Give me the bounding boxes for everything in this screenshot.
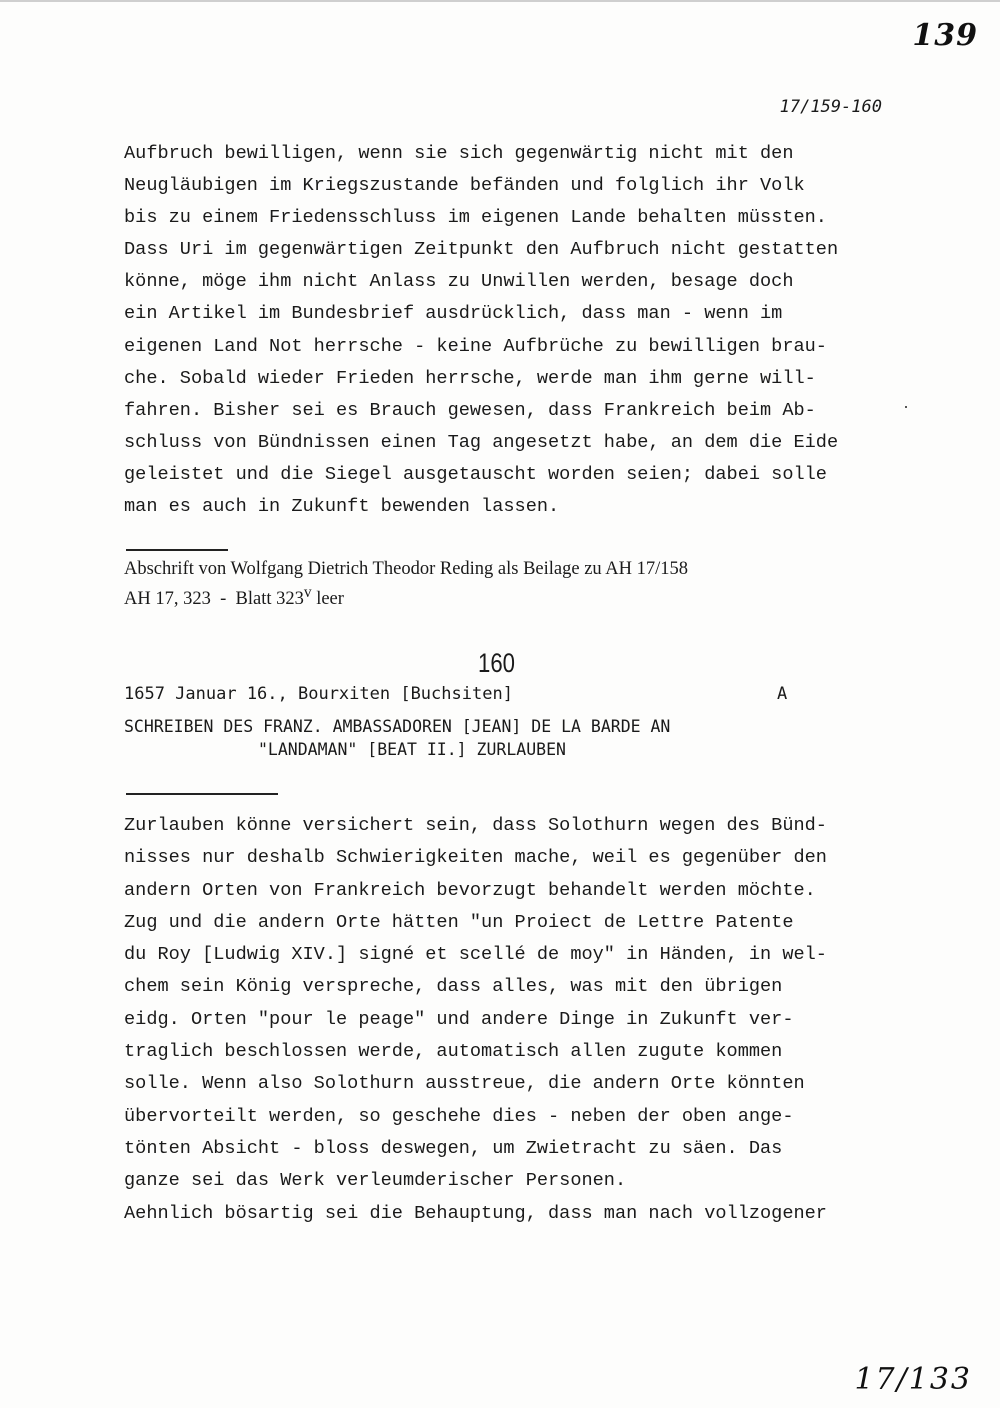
text-line: Aufbruch bewilligen, wenn sie sich gegenwärtig nicht mit den xyxy=(124,143,794,164)
scan-edge-line xyxy=(0,0,1000,2)
text-line: eigenen Land Not herrsche - keine Aufbrüche zu bewilligen brau- xyxy=(124,335,827,357)
document-number: 160 xyxy=(478,648,515,678)
handwritten-page-number: 17/133 xyxy=(854,1362,972,1397)
text-line: nisses nur deshalb Schwierigkeiten mache, weil es gegenüber den xyxy=(124,847,827,869)
text-line: du Roy [Ludwig XIV.] signé et scellé de moy" in Händen, in wel- xyxy=(124,944,827,966)
source-note: Abschrift von Wolfgang Dietrich Theodor Reding als Beilage zu AH 17/158 xyxy=(124,559,689,579)
text-line: könne, möge ihm nicht Anlass zu Unwillen werden, besage doch xyxy=(124,271,794,293)
document-title-line-1: SCHREIBEN DES FRANZ. AMBASSADOREN [JEAN] DE LA BARDE AN xyxy=(124,717,671,736)
verso-superscript: v xyxy=(303,584,312,601)
text-line: eidg. Orten "pour le peage" und andere Dinge in Zukunft ver- xyxy=(124,1008,794,1030)
text-line: Zurlauben könne versichert sein, dass Solothurn wegen des Bünd- xyxy=(124,815,827,836)
text-line: che. Sobald wieder Frieden herrsche, werde man ihm gerne will- xyxy=(124,367,816,389)
footnote-rule xyxy=(126,549,228,551)
text-line: Aehnlich bösartig sei die Behauptung, dass man nach vollzogener xyxy=(124,1202,827,1224)
text-line: man es auch in Zukunft bewenden lassen. xyxy=(124,496,560,518)
text-line: fahren. Bisher sei es Brauch gewesen, dass Frankreich beim Ab- xyxy=(124,399,816,421)
text-line: Zug und die andern Orte hätten "un Proiect de Lettre Patente xyxy=(124,911,794,933)
scan-speck xyxy=(905,406,907,408)
text-line: übervorteilt werden, so geschehe dies - neben der oben ange- xyxy=(124,1105,794,1127)
paragraph-continuation xyxy=(124,138,924,523)
section-rule xyxy=(126,793,278,795)
archive-reference-suffix: leer xyxy=(311,589,344,610)
text-line: chem sein König verspreche, dass alles, was mit den übrigen xyxy=(124,976,783,998)
handwritten-folio-number: 139 xyxy=(912,18,978,53)
text-line: andern Orten von Frankreich bevorzugt behandelt werden möchte. xyxy=(124,879,816,901)
page-reference: 17/159-160 xyxy=(779,97,882,117)
text-line: Dass Uri im gegenwärtigen Zeitpunkt den Aufbruch nicht gestatten xyxy=(124,239,839,261)
document-title-line-2: "LANDAMAN" [BEAT II.] ZURLAUBEN xyxy=(258,740,566,759)
text-line: ganze sei das Werk verleumderischer Personen. xyxy=(124,1170,627,1192)
paragraph-summary xyxy=(124,810,924,1230)
text-line: geleistet und die Siegel ausgetauscht worden seien; dabei solle xyxy=(124,463,827,485)
text-line: tönten Absicht - bloss deswegen, um Zwietracht zu säen. Das xyxy=(124,1137,783,1159)
text-line: bis zu einem Friedensschluss im eigenen Lande behalten müssten. xyxy=(124,207,827,229)
text-line: solle. Wenn also Solothurn ausstreue, die andern Orte könnten xyxy=(124,1073,805,1095)
date-place-line: 1657 Januar 16., Bourxiten [Buchsiten] xyxy=(124,684,513,704)
archive-reference xyxy=(124,584,344,610)
text-line: Neugläubigen im Kriegszustande befänden und folglich ihr Volk xyxy=(124,175,805,197)
text-line: schluss von Bündnissen einen Tag angesetzt habe, an dem die Eide xyxy=(124,431,839,453)
text-line: traglich beschlossen werde, automatisch allen zugute kommen xyxy=(124,1041,783,1063)
archive-reference-text: AH 17, 323 - Blatt 323 xyxy=(124,589,304,610)
document-type-marker: A xyxy=(777,684,788,704)
text-line: ein Artikel im Bundesbrief ausdrücklich, dass man - wenn im xyxy=(124,303,783,325)
